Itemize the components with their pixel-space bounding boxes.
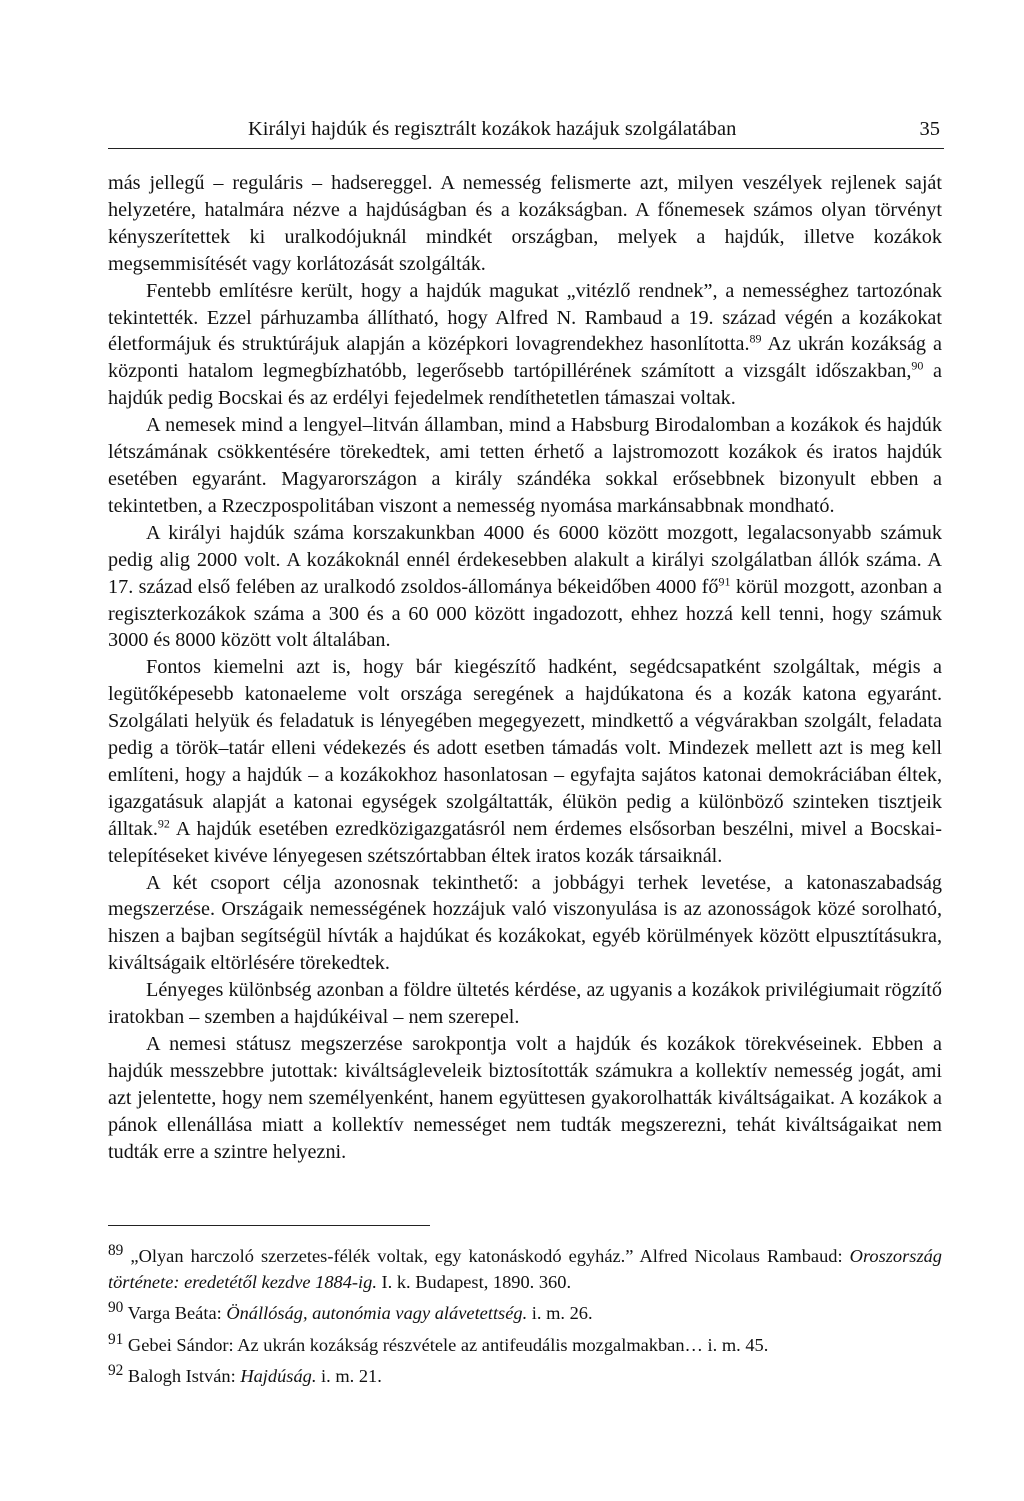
text-run: Fentebb említésre került, hogy a hajdúk magukat „vitézlő rendnek”, a nemességhez tartozónak tekintették. Ezzel párhuzamba állítható, hogy Alfred N. Rambaud a 19. század végén a kozákokat életformájuk és struktúrájuk alapján a középkori lovagrendekhez hasonlította. — [108, 279, 942, 356]
text-run: A nemesek mind a lengyel–litván államban, mind a Habsburg Birodalomban a kozákok és hajdúk létszámának csökkentésére törekedtek, ami tetten érhető a lajstromozott kozákok és iratos hajdúk esetében egyaránt. Magyarországon a király szándéka sokkal erősebbnek bizonyult ebben a tekintetben, a Rzeczpospolitában viszont a nemesség nyomása markánsabbnak mondható. — [108, 414, 942, 517]
text-run: a hajdúk pedig Bocskai és az erdélyi fejedelmek rendíthetetlen támaszai voltak. — [108, 360, 942, 410]
paragraph — [108, 1031, 942, 1166]
paragraph — [108, 170, 942, 278]
text-run: Fontos kiemelni azt is, hogy bár kiegészítő hadként, segédcsapatként szolgáltak, mégis a legütőképesebb katonaeleme volt országa seregének a hajdúkatona és a kozák katona egyaránt. Szolgálati helyük és feladatuk is lényegében megegyezett, mindkettő a végvárakban szolgált, feladata pedig a török–tatár elleni védekezés és adott esetben támadás volt. Mindezek mellett azt is meg kell említeni, hogy a hajdúk – a kozákokhoz hasonlatosan – egyfajta sajátos katonai demokráciában éltek, igazgatásuk alapját a katonai egységek szolgáltatták, élükön pedig a különböző szinteken tisztjeik álltak. — [108, 656, 942, 840]
running-title: Királyi hajdúk és regisztrált kozákok hazájuk szolgálatában — [248, 118, 737, 140]
footnote — [108, 1327, 942, 1359]
text-run: Balogh István: — [123, 1366, 241, 1387]
running-header — [108, 118, 944, 149]
text-run: Az ukrán kozákság a központi hatalom legmegbízhatóbb, legerősebb tartópillérének számított a vizsgált időszakban, — [108, 333, 942, 383]
footnote-number: 89 — [108, 1242, 124, 1259]
paragraph — [108, 520, 942, 655]
text-run: A királyi hajdúk száma korszakunkban 4000 és 6000 között mozgott, legalacsonyabb számuk pedig alig 2000 volt. A kozákoknál ennél érdekesebben alakult a királyi szolgálatban állók száma. A 17. század első felében az uralkodó zsoldos-állománya békeidőben 4000 fő — [108, 521, 942, 598]
text-run: i. m. 21. — [316, 1366, 382, 1387]
paragraph — [108, 278, 942, 413]
text-run: I. k. Budapest, 1890. 360. — [376, 1271, 572, 1292]
footnote-number: 92 — [108, 1362, 124, 1380]
text-run: i. m. 26. — [527, 1303, 593, 1324]
footnote — [108, 1238, 942, 1295]
paragraph — [108, 977, 942, 1031]
body-text — [108, 170, 942, 1166]
footnote-ref: 92 — [157, 816, 170, 831]
footnotes — [108, 1238, 942, 1390]
italic-title: Önállóság, autonómia vagy alávetettség. — [226, 1303, 528, 1324]
text-run: Lényeges különbség azonban a földre ültetés kérdése, az ugyanis a kozákok privilégiumait rögzítő iratokban – szemben a hajdúkéival – nem szerepel. — [108, 979, 942, 1029]
page-number: 35 — [919, 118, 940, 140]
footnote-ref: 91 — [718, 573, 731, 588]
text-run: más jellegű – reguláris – hadsereggel. A nemesség felismerte azt, milyen veszélyek rejlenek saját helyzetére, hatalmára nézve a hajdúságban és a kozákságban. A főnemesek számos olyan törvényt kényszerítettek ki uralkodójuknál mindkét országban, melyek a hajdúk, illetve kozákok megsemmisítését vagy korlátozását szolgálták. — [108, 172, 942, 275]
footnote — [108, 1295, 942, 1327]
footnote-number: 90 — [108, 1299, 124, 1317]
footnote — [108, 1358, 942, 1390]
text-run: körül mozgott, azonban a regiszterkozákok száma a 300 és a 60 000 között ingadozott, ehhez hozzá kell tenni, hogy számuk 3000 és 8000 között volt általában. — [108, 575, 943, 652]
footnote-ref: 90 — [911, 358, 924, 373]
text-run: Varga Beáta: — [123, 1303, 227, 1324]
text-run: A két csoport célja azonosnak tekinthető: a jobbágyi terhek levetése, a katonaszabadság megszerzése. Országaik nemességének hozzájuk való viszonyulása is az azonosságok közé sorolható, hiszen a bajban segítségül hívták a hajdúkat és kozákokat, egyéb körülmények között elpusztításukra, kiváltságaik eltörlésére törekedtek. — [108, 871, 942, 975]
footnote-ref: 89 — [749, 331, 762, 346]
italic-title: Hajdúság. — [240, 1366, 317, 1387]
paragraph — [108, 870, 942, 978]
footnote-separator — [108, 1225, 430, 1226]
text-run: Gebei Sándor: Az ukrán kozákság részvétele az antifeudális mozgalmakban… i. m. 45. — [123, 1334, 769, 1355]
footnote-number: 91 — [108, 1330, 124, 1348]
text-run: „Olyan harczoló szerzetes-félék voltak, egy katonáskodó egyház.” Alfred Nicolaus Rambaud: — [123, 1246, 850, 1267]
paragraph — [108, 654, 942, 869]
italic-title: Oroszország története: eredetétől kezdve 1884-ig. — [108, 1246, 942, 1292]
text-run: A hajdúk esetében ezredközigazgatásról nem érdemes elsősorban beszélni, mivel a Bocskai-telepítéseket kivéve lényegesen szétszórtabban éltek iratos kozák társaiknál. — [108, 817, 942, 867]
text-run: A nemesi státusz megszerzése sarokpontja volt a hajdúk és kozákok törekvéseinek. Ebben a hajdúk messzebbre jutottak: kiváltságleveleik biztosították számukra a kollektív nemesség jogát, ami azt jelentette, hogy nem személyenként, hanem együttesen gyakorolhatták kiváltságaikat. A kozákok a pánok ellenállása miatt a kollektív nemességet nem tudták megszerezni, tehát kiváltságaikat nem tudták erre a szintre helyezni. — [108, 1033, 942, 1163]
paragraph — [108, 412, 942, 520]
